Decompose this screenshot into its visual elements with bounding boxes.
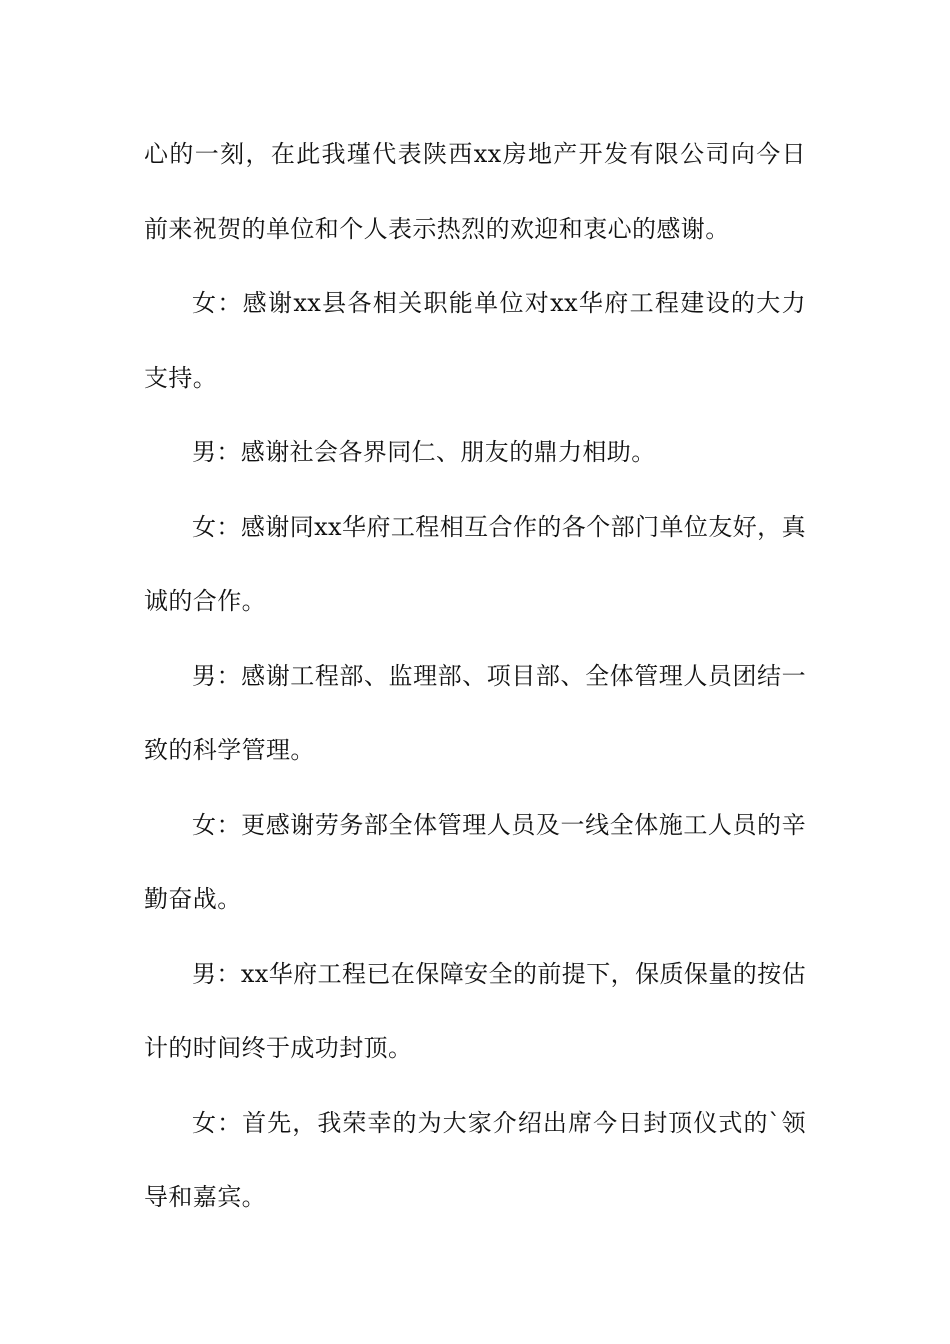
paragraph-continuation: 心的一刻，在此我瑾代表陕西xx房地产开发有限公司向今日前来祝贺的单位和个人表示热烈的欢迎和衷心的感谢。 bbox=[144, 140, 806, 243]
paragraph-female-thanks-departments: 女：感谢xx县各相关职能单位对xx华府工程建设的大力支持。 bbox=[144, 289, 806, 392]
paragraph-male-topping-out: 男：xx华府工程已在保障安全的前提下，保质保量的按估计的时间终于成功封顶。 bbox=[144, 959, 806, 1062]
paragraph-male-thanks-society: 男：感谢社会各界同仁、朋友的鼎力相助。 bbox=[192, 438, 656, 466]
paragraph-female-thanks-workers: 女：更感谢劳务部全体管理人员及一线全体施工人员的辛勤奋战。 bbox=[144, 810, 806, 913]
paragraph-female-thanks-partners: 女：感谢同xx华府工程相互合作的各个部门单位友好，真诚的合作。 bbox=[144, 512, 806, 615]
paragraph-male-thanks-management: 男：感谢工程部、监理部、项目部、全体管理人员团结一致的科学管理。 bbox=[144, 661, 806, 764]
document-body bbox=[144, 117, 806, 1235]
paragraph-female-introduction: 女：首先，我荣幸的为大家介绍出席今日封顶仪式的`领导和嘉宾。 bbox=[144, 1108, 806, 1211]
